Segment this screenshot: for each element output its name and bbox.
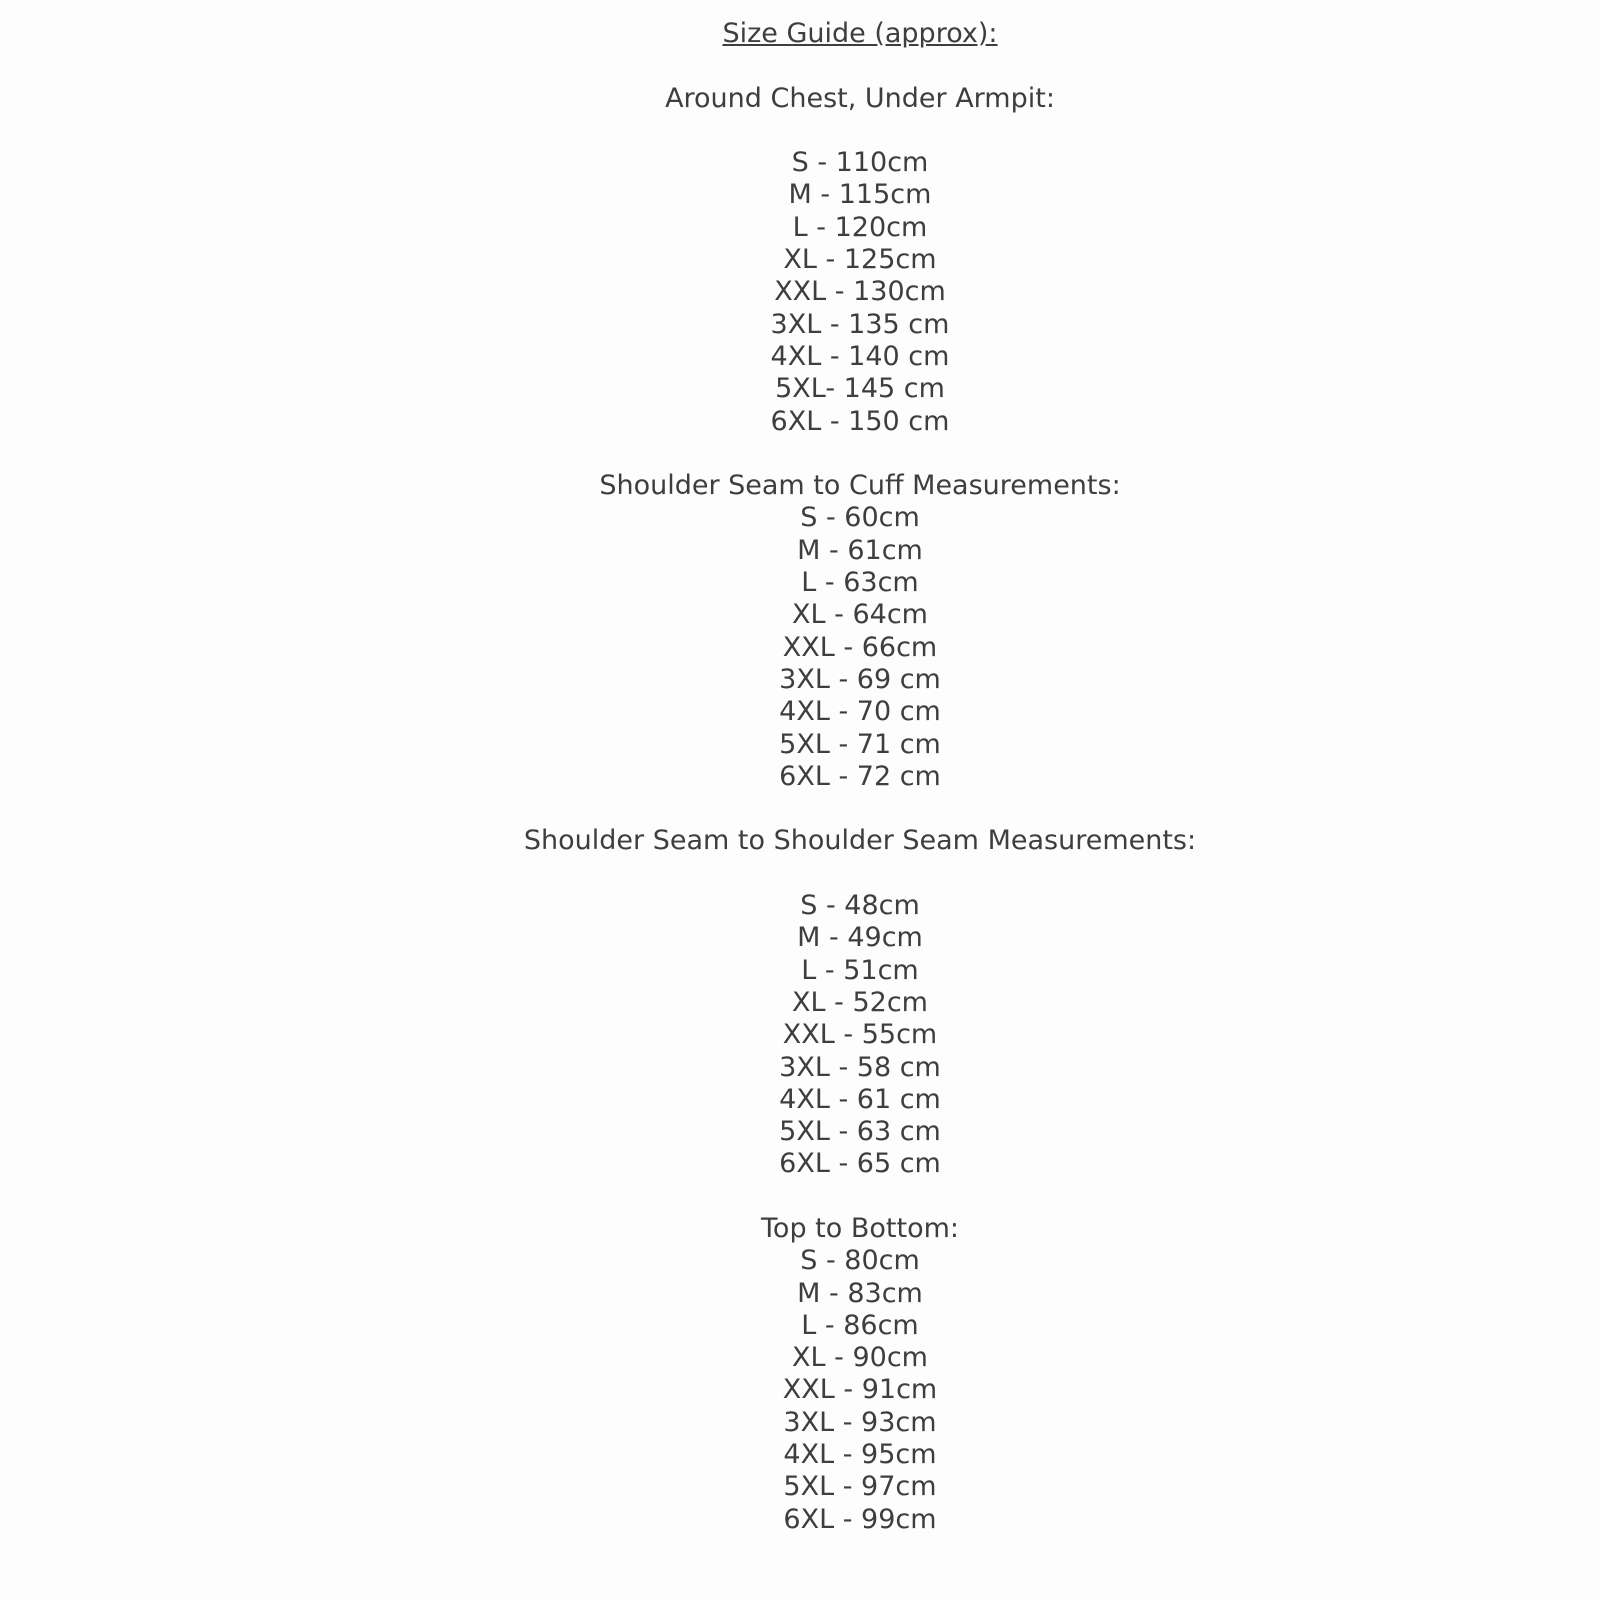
size-item: XXL - 130cm: [774, 276, 946, 308]
size-item: L - 120cm: [792, 211, 928, 243]
section-items: [120, 1245, 1600, 1536]
section-heading: Shoulder Seam to Cuff Measurements:: [599, 470, 1121, 502]
size-item: 3XL - 135 cm: [770, 308, 950, 340]
size-item: 4XL - 70 cm: [779, 696, 941, 728]
section-heading: Around Chest, Under Armpit:: [665, 82, 1055, 114]
size-item: XXL - 66cm: [782, 631, 938, 663]
size-item: XL - 64cm: [792, 599, 928, 631]
size-item: L - 51cm: [801, 954, 919, 986]
size-item: 3XL - 93cm: [783, 1406, 937, 1438]
size-item: 3XL - 58 cm: [779, 1051, 941, 1083]
size-item: 4XL - 140 cm: [770, 340, 950, 372]
section-heading: Shoulder Seam to Shoulder Seam Measurements:: [523, 825, 1197, 857]
size-item: 4XL - 61 cm: [779, 1083, 941, 1115]
size-item: 6XL - 65 cm: [779, 1148, 941, 1180]
size-item: S - 80cm: [800, 1245, 920, 1277]
size-item: 6XL - 72 cm: [779, 760, 941, 792]
size-section: [120, 470, 1600, 793]
size-item: 6XL - 99cm: [783, 1503, 937, 1535]
section-items: [120, 502, 1600, 793]
size-guide-document: [120, 0, 1600, 1536]
size-item: 4XL - 95cm: [783, 1439, 937, 1471]
size-item: XXL - 55cm: [782, 1019, 938, 1051]
size-item: L - 63cm: [801, 567, 919, 599]
size-item: XL - 90cm: [792, 1342, 928, 1374]
size-item: 5XL- 145 cm: [775, 373, 945, 405]
size-section: [120, 825, 1600, 1180]
size-item: 5XL - 97cm: [783, 1471, 937, 1503]
size-item: S - 110cm: [791, 147, 929, 179]
size-item: L - 86cm: [801, 1309, 919, 1341]
size-item: 5XL - 63 cm: [779, 1116, 941, 1148]
size-item: S - 60cm: [800, 502, 920, 534]
size-item: XXL - 91cm: [782, 1374, 938, 1406]
size-item: 3XL - 69 cm: [779, 663, 941, 695]
page-title: Size Guide (approx):: [722, 18, 998, 49]
size-item: M - 115cm: [788, 179, 932, 211]
size-sections: [120, 83, 1600, 1536]
size-item: 6XL - 150 cm: [770, 405, 950, 437]
section-items: [120, 147, 1600, 438]
size-item: 5XL - 71 cm: [779, 728, 941, 760]
size-item: M - 61cm: [797, 534, 923, 566]
size-item: XL - 52cm: [792, 986, 928, 1018]
size-section: [120, 83, 1600, 438]
size-item: XL - 125cm: [783, 244, 937, 276]
section-heading: Top to Bottom:: [761, 1212, 959, 1244]
size-item: S - 48cm: [800, 890, 920, 922]
section-items: [120, 890, 1600, 1181]
size-item: M - 49cm: [797, 922, 923, 954]
size-section: [120, 1213, 1600, 1536]
size-item: M - 83cm: [797, 1277, 923, 1309]
